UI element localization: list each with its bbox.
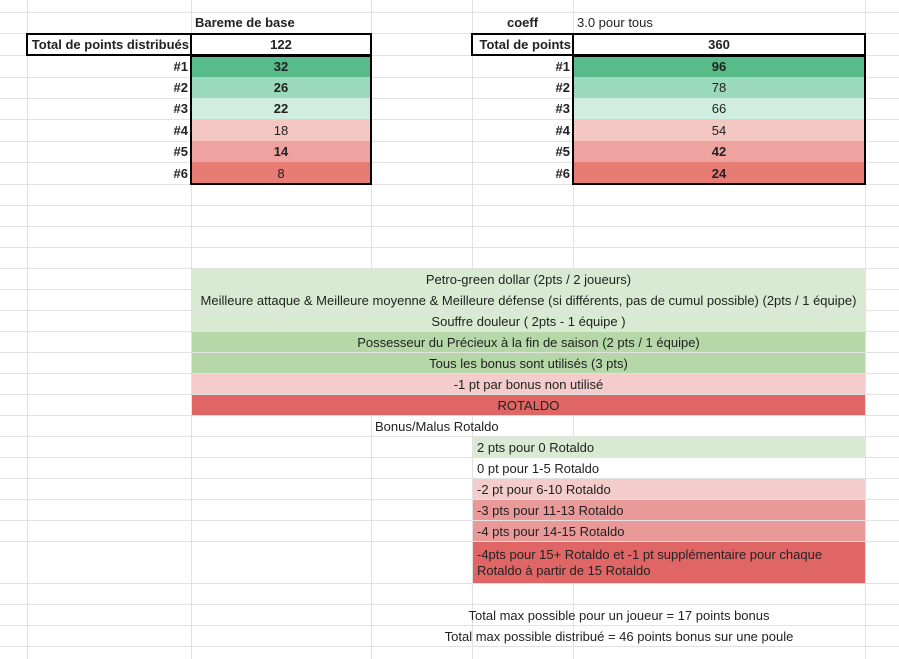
bonus-tous-utilises: Tous les bonus sont utilisés (3 pts)	[192, 353, 865, 373]
right-value-1: 96	[574, 56, 864, 77]
left-rank-1: #1	[173, 59, 188, 74]
left-rank-2: #2	[173, 80, 188, 95]
rotaldo-item-4: -4 pts pour 14-15 Rotaldo	[473, 521, 865, 541]
bonus-souffre-douleur: Souffre douleur ( 2pts - 1 équipe )	[192, 311, 865, 331]
left-value-2: 26	[192, 77, 370, 98]
total-max-distributed: Total max possible distribué = 46 points bonus sur une poule	[444, 628, 794, 644]
rotaldo-item-2: -2 pt pour 6-10 Rotaldo	[473, 479, 865, 499]
right-value-2: 78	[574, 77, 864, 98]
coeff-value: 3.0 pour tous	[577, 15, 653, 30]
right-value-4: 54	[574, 119, 864, 141]
rotaldo-item-1: 0 pt pour 1-5 Rotaldo	[473, 458, 865, 478]
left-total-label: Total de points distribués	[26, 33, 192, 56]
left-value-5: 14	[192, 141, 370, 162]
left-rank-4: #4	[173, 122, 188, 138]
right-value-6: 24	[574, 162, 864, 184]
rotaldo-header: ROTALDO	[192, 395, 865, 415]
right-rank-1: #1	[555, 59, 570, 74]
right-rank-6: #6	[555, 165, 570, 181]
left-rank-6: #6	[173, 165, 188, 181]
right-rank-3: #3	[555, 101, 570, 116]
bonus-precieux: Possesseur du Précieux à la fin de saison (2 pts / 1 équipe)	[192, 332, 865, 352]
rotaldo-item-5: -4pts pour 15+ Rotaldo et -1 pt supplémentaire pour chaque Rotaldo à partir de 15 Rotaldo	[473, 542, 865, 583]
bonus-meilleure-attaque: Meilleure attaque & Meilleure moyenne & Meilleure défense (si différents, pas de cumul possible) (2pts / 1 équipe)	[192, 290, 865, 310]
coeff-label: coeff	[506, 15, 539, 30]
malus-bonus-non-utilise: -1 pt par bonus non utilisé	[192, 374, 865, 394]
left-value-3: 22	[192, 98, 370, 119]
rotaldo-title: Bonus/Malus Rotaldo	[375, 418, 499, 434]
right-rank-4: #4	[555, 122, 570, 138]
bonus-petro-green: Petro-green dollar (2pts / 2 joueurs)	[192, 269, 865, 289]
left-value-6: 8	[192, 162, 370, 184]
left-value-1: 32	[192, 56, 370, 77]
right-rank-2: #2	[555, 80, 570, 95]
right-value-5: 42	[574, 141, 864, 162]
right-rank-5: #5	[555, 144, 570, 159]
total-max-player: Total max possible pour un joueur = 17 points bonus	[468, 607, 770, 623]
left-rank-5: #5	[173, 144, 188, 159]
rotaldo-item-3: -3 pts pour 11-13 Rotaldo	[473, 500, 865, 520]
right-total-label: Total de points	[471, 33, 574, 56]
rotaldo-item-0: 2 pts pour 0 Rotaldo	[473, 437, 865, 457]
right-total-value: 360	[572, 33, 866, 56]
left-total-value: 122	[190, 33, 372, 56]
bareme-header: Bareme de base	[195, 15, 295, 30]
left-value-4: 18	[192, 119, 370, 141]
right-value-3: 66	[574, 98, 864, 119]
left-rank-3: #3	[173, 101, 188, 116]
